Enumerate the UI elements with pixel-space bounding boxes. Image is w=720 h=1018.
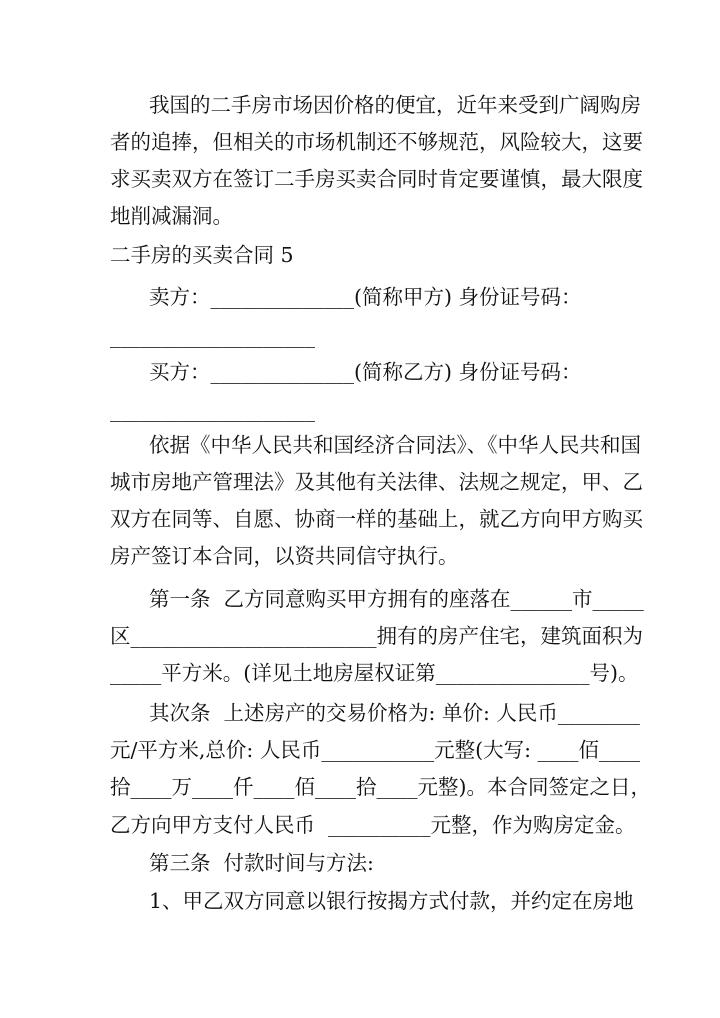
basis-line-2: 城市房地产管理法》及其他有关法律、法规之规定，甲、乙 <box>110 470 643 494</box>
article2-line-2: 元/平方米,总价: 人民币___________元整(大写: ____佰____ <box>110 738 641 762</box>
article1-line-1: 第一条 乙方同意购买甲方拥有的座落在______市_____ <box>149 587 644 611</box>
basis-line-1: 依据《中华人民共和国经济合同法》、《中华人民共和国 <box>149 433 641 457</box>
seller-line-2: ____________________ <box>110 324 315 348</box>
article2-line-3: 拾____万____仟____佰____拾____元整)。本合同签定之日， <box>110 775 651 799</box>
contract-title: 二手房的买卖合同 5 <box>110 243 294 267</box>
intro-line-4: 地削减漏洞。 <box>110 204 233 228</box>
article3-heading: 第三条 付款时间与方法: <box>149 851 374 875</box>
article2-line-4: 乙方向甲方支付人民币 __________元整，作为购房定金。 <box>110 813 636 837</box>
buyer-line-1: 买方：______________(简称乙方) 身份证号码： <box>149 360 582 384</box>
intro-line-1: 我国的二手房市场因价格的便宜，近年来受到广阔购房 <box>149 93 641 117</box>
article1-line-3: _____平方米。(详见土地房屋权证第_______________号)。 <box>110 661 639 685</box>
seller-line-1: 卖方：______________(简称甲方) 身份证号码： <box>149 285 582 309</box>
article3-item-1: 1、甲乙双方同意以银行按揭方式付款，并约定在房地 <box>149 889 634 913</box>
buyer-line-2: ____________________ <box>110 398 315 422</box>
intro-line-2: 者的追捧，但相关的市场机制还不够规范，风险较大，这要 <box>110 130 643 154</box>
basis-line-3: 双方在同等、自愿、协商一样的基础上，就乙方向甲方购买 <box>110 507 643 531</box>
article2-line-1: 其次条 上述房产的交易价格为: 单价: 人民币________ <box>149 701 640 725</box>
intro-line-3: 求买卖双方在签订二手房买卖合同时肯定要谨慎，最大限度 <box>110 167 643 191</box>
article1-line-2: 区________________________拥有的房产住宅，建筑面积为 <box>110 624 643 648</box>
basis-line-4: 房产签订本合同，以资共同信守执行。 <box>110 544 459 568</box>
